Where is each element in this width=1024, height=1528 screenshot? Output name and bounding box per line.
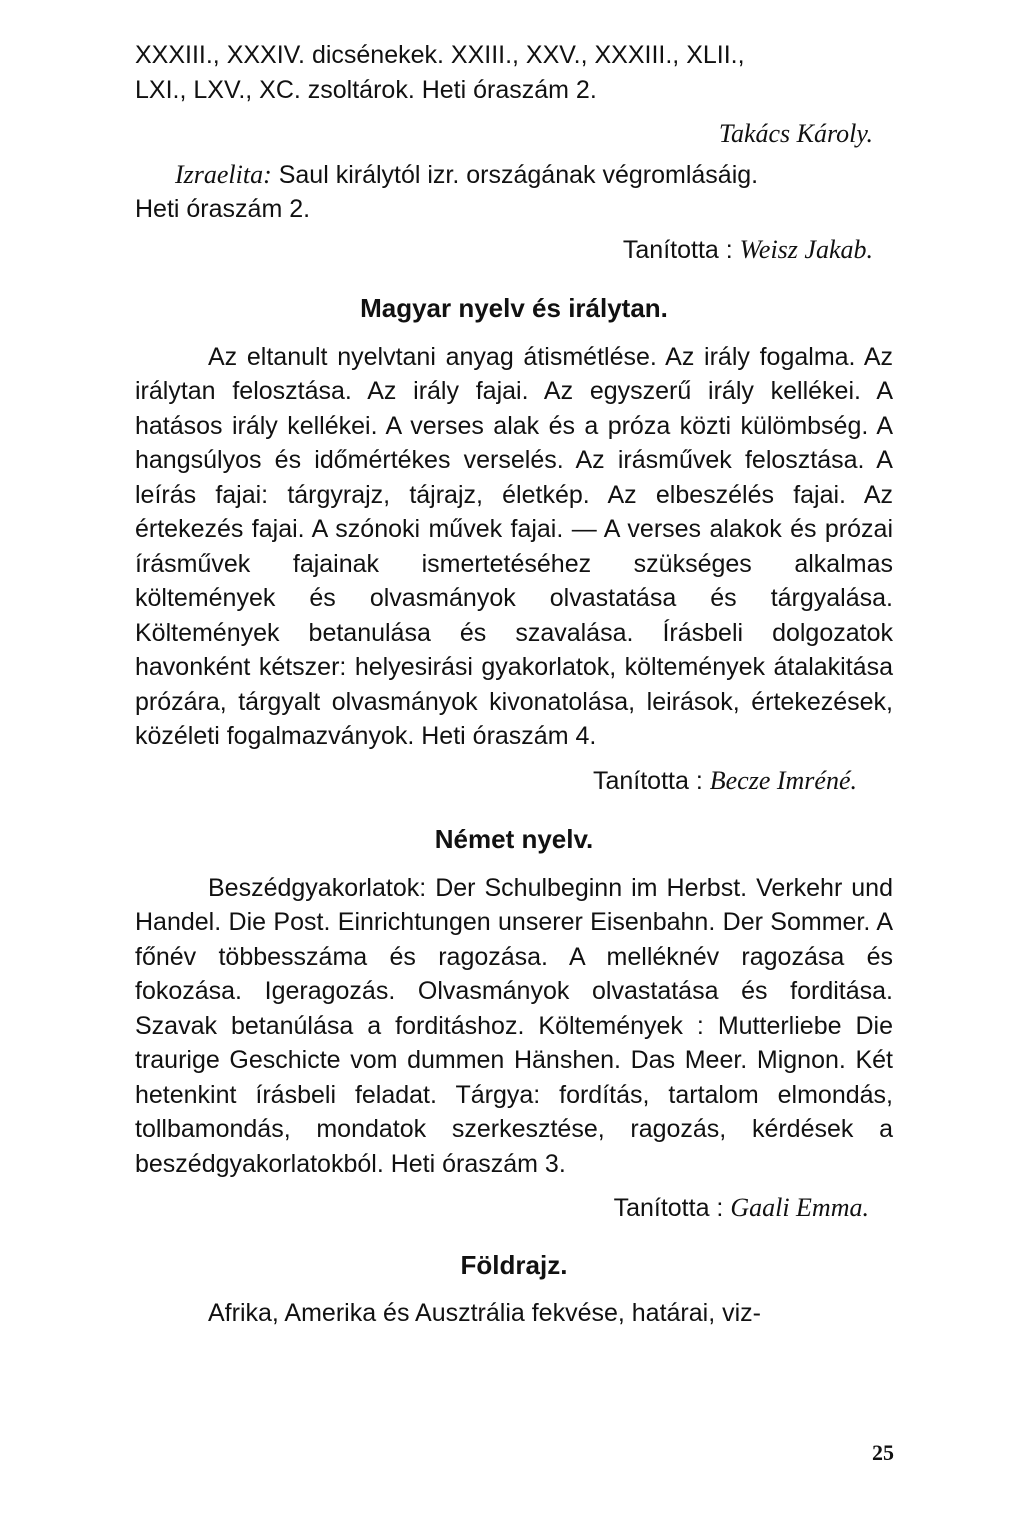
izraelita-label: Izraelita: [175,159,272,189]
teacher-name: Weisz Jakab. [739,234,873,264]
page-content [135,38,893,1331]
signature-gaali [135,1191,893,1226]
izraelita-text-1: Saul királytól izr. országának végromlásáig. [271,160,759,189]
section-heading-nemet: Német nyelv. [434,824,594,854]
section-heading-foldrajz: Földrajz. [460,1249,568,1280]
teacher-name: Becze Imréné. [709,765,857,795]
signature-becze [135,764,893,799]
signature-weisz [135,233,893,268]
hymn-list-line-2: LXI., LXV., XC. zsoltárok. Heti óraszám 2. [135,75,597,104]
hymn-list [135,38,893,107]
izraelita-hours: Heti óraszám 2. [135,195,311,223]
taught-by-label: Tanította : [613,1194,731,1222]
magyar-paragraph: Az eltanult nyelvtani anyag átismétlése. Az irály fogalma. Az irálytan felosztása. Az irály fajai. Az egyszerű irály kellékei. A hatásos irály kellékei. A verses alak és a próza közti külömbség. A hangsúlyos és időmértékes verselés. Az irásművek felosztása. A leírás fajai: tárgyrajz, tájrajz, életkép. Az elbeszélés fajai. Az értekezés fajai. A szónoki művek fajai. — A verses alakok és prózai írásművek fajainak ismertetéséhez szükséges alkalmas költemények és olvasmányok olvastatása és tárgyalása. Költemények betanulása és szavalása. Írásbeli dolgozatok havonként kétszer: helyesirási gyakorlatok, költemények átalakitása prózára, tárgyalt olvasmányok kivonatolása, leirások, értekezések, közéleti fogalmazványok. Heti óraszám 4. [135,342,893,750]
section-heading-magyar: Magyar nyelv és irálytan. [360,293,668,323]
teacher-name: Gaali Emma. [730,1193,869,1222]
hymn-list-line-1: XXXIII., XXXIV. dicsénekek. XXIII., XXV., XXXIII., XLII., [135,41,745,69]
teacher-name: Takács Károly. [718,119,873,148]
nemet-paragraph: Beszédgyakorlatok: Der Schulbeginn im Herbst. Verkehr und Handel. Die Post. Einrichtungen unserer Eisenbahn. Der Sommer. A főnév többesszáma és ragozása. A melléknév ragozása és fokozása. Igeragozás. Olvasmányok olvastatása és forditása. Szavak betanúlása a forditáshoz. Költemények : Mutterliebe Die traurige Geschicte vom dummen Hänshen. Das Meer. Mignon. Két hetenkint írásbeli feladat. Tárgya: fordítás, tartalom elmondás, tollbamondás, mondatok szerkesztése, ragozás, kérdések a beszédgyakorlatokból. Heti óraszám 3. [135,873,893,1178]
foldrajz-paragraph: Afrika, Amerika és Ausztrália fekvése, határai, viz- [208,1299,761,1327]
taught-by-label: Tanította : [592,766,710,795]
izraelita-paragraph [135,158,893,193]
signature-takacs [135,117,893,152]
taught-by-label: Tanította : [622,235,740,264]
page-number: 25 [872,1440,894,1465]
